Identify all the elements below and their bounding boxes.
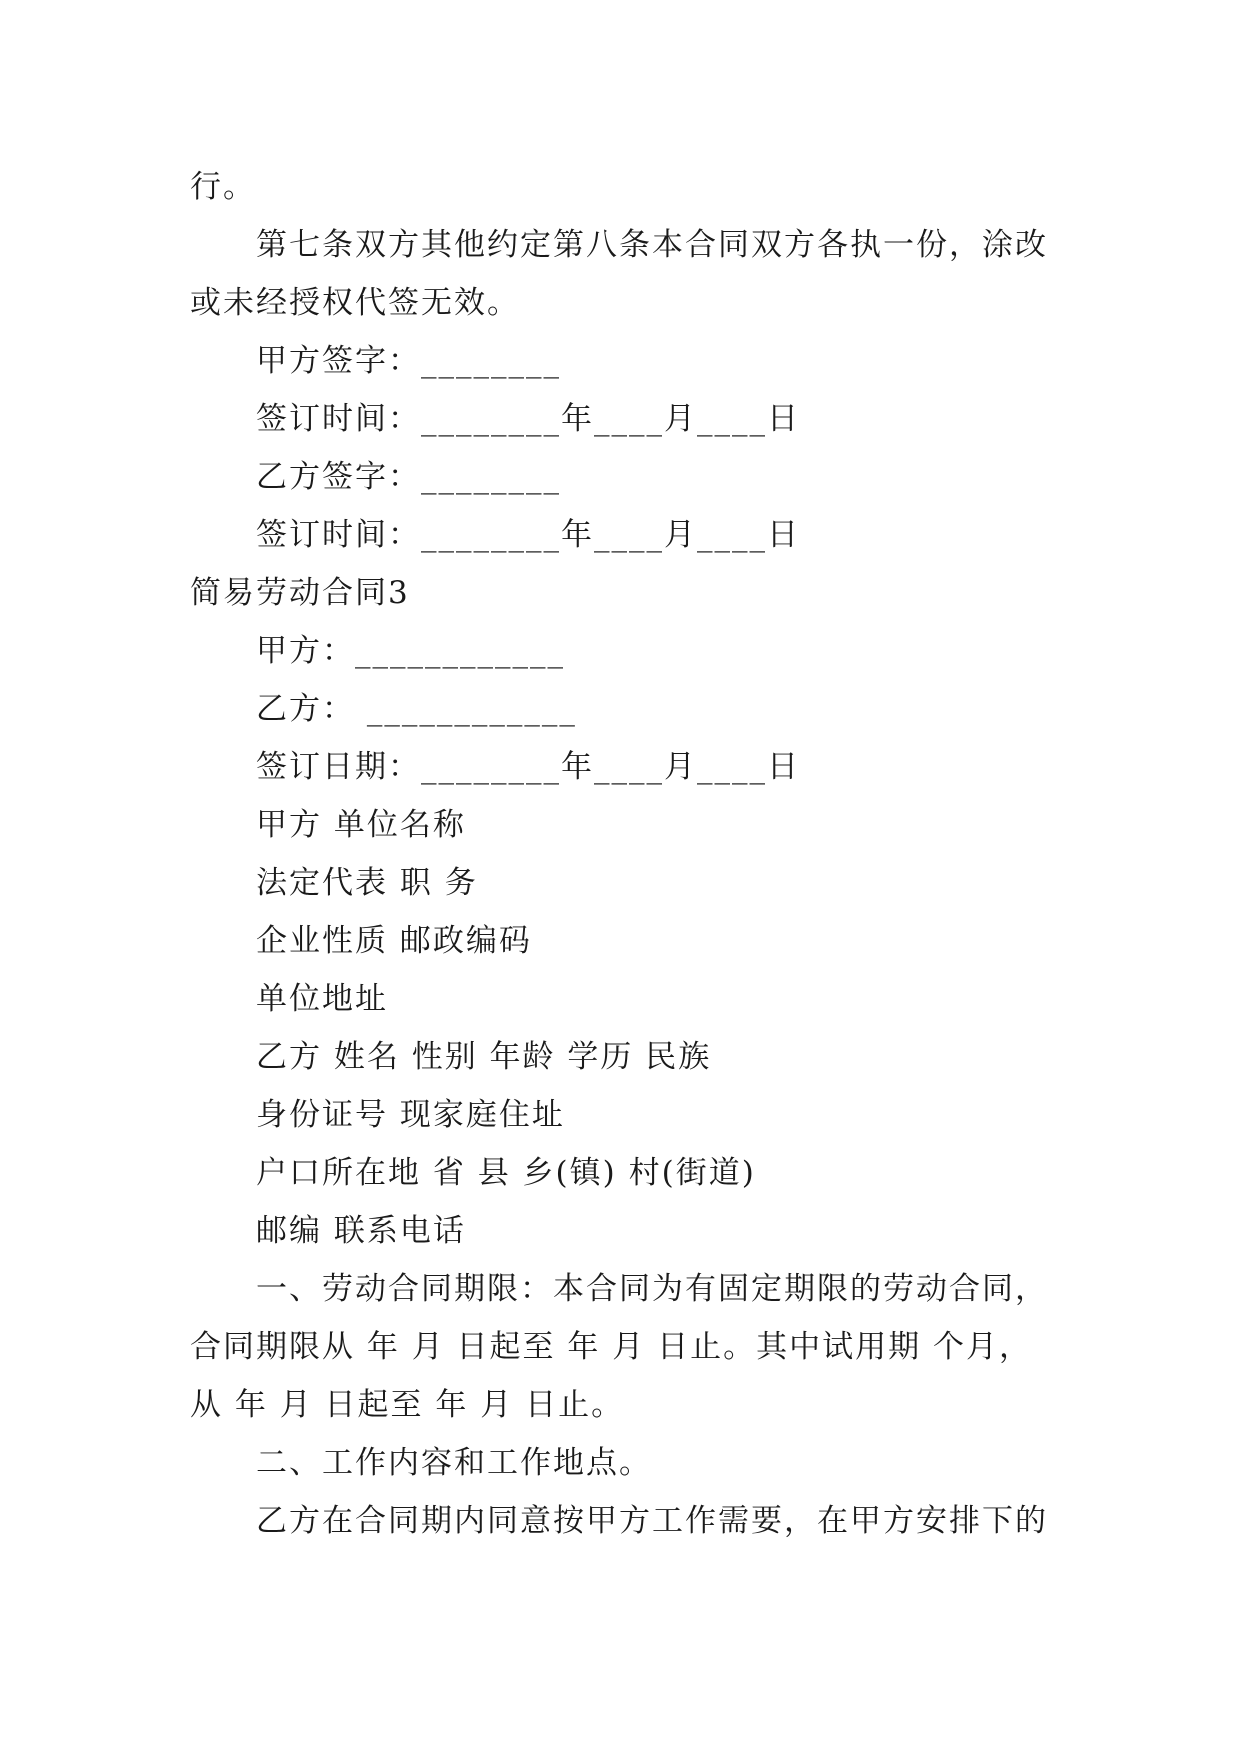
household-registration: 户口所在地 省 县 乡(镇) 村(街道)	[256, 1155, 756, 1191]
legal-representative: 法定代表 职 务	[256, 865, 478, 901]
party-a-unit-name: 甲方 单位名称	[256, 807, 466, 843]
text-line: 乙方在合同期内同意按甲方工作需要，在甲方安排下的	[256, 1503, 1048, 1539]
text-line: 从 年 月 日起至 年 月 日止。	[190, 1387, 625, 1423]
document-body	[190, 158, 1062, 1550]
section-two-heading: 二、工作内容和工作地点。	[256, 1445, 652, 1481]
party-b-line: 乙方： ____________	[256, 691, 577, 727]
signing-time-b: 签订时间：________年____月____日	[256, 517, 800, 553]
text-line: 合同期限从 年 月 日起至 年 月 日止。其中试用期 个月，	[190, 1329, 1032, 1365]
text-line: 行。	[190, 169, 256, 205]
article-seven-line: 第七条双方其他约定第八条本合同双方各执一份，涂改	[256, 227, 1048, 263]
contract-title: 简易劳动合同3	[190, 575, 410, 611]
party-b-info: 乙方 姓名 性别 年龄 学历 民族	[256, 1039, 712, 1075]
postcode-phone: 邮编 联系电话	[256, 1213, 466, 1249]
party-b-signature: 乙方签字：________	[256, 459, 561, 495]
id-and-address: 身份证号 现家庭住址	[256, 1097, 565, 1133]
party-a-line: 甲方：____________	[256, 633, 565, 669]
signing-time-a: 签订时间：________年____月____日	[256, 401, 800, 437]
signing-date-line: 签订日期：________年____月____日	[256, 749, 800, 785]
unit-address: 单位地址	[256, 981, 388, 1017]
party-a-signature: 甲方签字：________	[256, 343, 561, 379]
text-line: 或未经授权代签无效。	[190, 285, 520, 321]
enterprise-nature: 企业性质 邮政编码	[256, 923, 532, 959]
section-one-heading: 一、劳动合同期限：本合同为有固定期限的劳动合同，	[256, 1271, 1048, 1307]
